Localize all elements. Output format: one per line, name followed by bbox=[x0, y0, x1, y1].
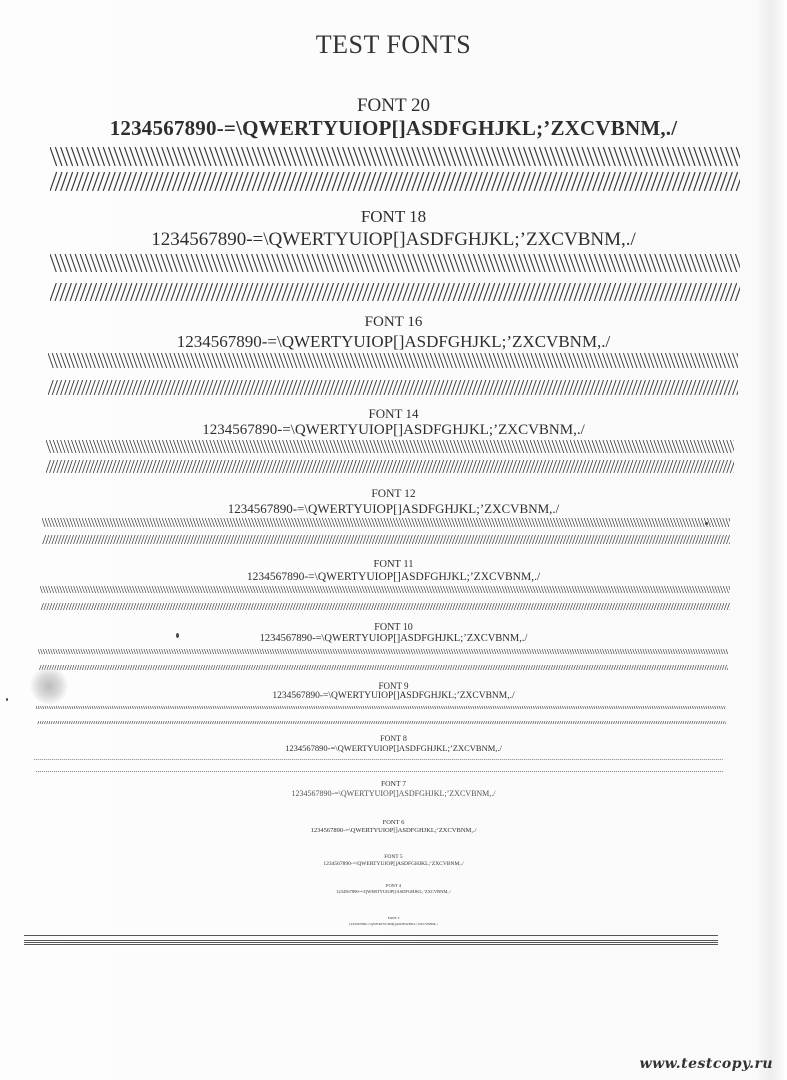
font-size-heading: FONT 3 bbox=[387, 916, 400, 920]
character-sample-line: 1234567890-=\QWERTYUIOP[]ASDFGHJKL;’ZXCVBNM,./ bbox=[310, 827, 477, 834]
slash-pattern-row bbox=[36, 716, 726, 724]
page-title: TEST FONTS bbox=[315, 30, 472, 59]
slash-pattern-row bbox=[46, 460, 734, 473]
font-size-heading: FONT 11 bbox=[373, 559, 414, 570]
backslash-pattern-row bbox=[34, 753, 724, 760]
font-size-heading: FONT 5 bbox=[384, 854, 403, 860]
character-sample-line: 1234567890-=\QWERTYUIOP[]ASDFGHJKL;’ZXCVBNM,./ bbox=[109, 116, 678, 140]
character-sample-line: 1234567890-=\QWERTYUIOP[]ASDFGHJKL;’ZXCVBNM,./ bbox=[259, 633, 528, 644]
character-sample-line: 1234567890-=\QWERTYUIOP[]ASDFGHJKL;’ZXCVBNM,./ bbox=[285, 743, 502, 753]
character-sample-line: 1234567890-=\QWERTYUIOP[]ASDFGHJKL;’ZXCVBNM,./ bbox=[272, 691, 515, 701]
backslash-pattern-row bbox=[46, 440, 734, 453]
backslash-pattern-row bbox=[42, 516, 730, 527]
toner-speck bbox=[705, 522, 708, 525]
font-size-heading: FONT 9 bbox=[378, 681, 409, 691]
backslash-pattern-row bbox=[28, 869, 720, 874]
backslash-pattern-row bbox=[32, 788, 722, 794]
slash-pattern-row bbox=[50, 283, 740, 301]
toner-smudge bbox=[30, 668, 68, 704]
font-size-heading: FONT 6 bbox=[382, 819, 405, 826]
toner-speck bbox=[6, 698, 8, 701]
character-sample-line: 1234567890-=\QWERTYUIOP[]ASDFGHJKL;’ZXCVBNM,./ bbox=[291, 789, 496, 798]
font-size-heading: FONT 12 bbox=[371, 488, 416, 500]
character-sample-line: 1234567890-=\QWERTYUIOP[]ASDFGHJKL;’ZXCVBNM,./ bbox=[336, 889, 451, 894]
backslash-pattern-row bbox=[40, 583, 730, 593]
backslash-pattern-row bbox=[30, 836, 722, 842]
backslash-pattern-row bbox=[50, 147, 740, 166]
toner-speck bbox=[176, 633, 179, 638]
slash-pattern-row bbox=[28, 876, 720, 881]
slash-pattern-row bbox=[50, 172, 740, 191]
backslash-pattern-row bbox=[48, 353, 738, 368]
font-size-heading: FONT 16 bbox=[364, 314, 423, 330]
font-size-heading: FONT 10 bbox=[374, 622, 413, 633]
slash-pattern-row bbox=[40, 600, 730, 610]
backslash-pattern-row bbox=[36, 701, 726, 709]
font-size-heading: FONT 4 bbox=[385, 883, 402, 888]
slash-pattern-row bbox=[32, 800, 722, 806]
backslash-pattern-row bbox=[50, 254, 740, 272]
font-size-heading: FONT 14 bbox=[368, 406, 419, 421]
font-size-heading: FONT 7 bbox=[380, 779, 407, 788]
character-sample-line: 1234567890-=\QWERTYUIOP[]ASDFGHJKL;’ZXCVBNM,./ bbox=[246, 571, 541, 583]
backslash-pattern-row bbox=[26, 895, 720, 901]
slash-pattern-row bbox=[26, 903, 720, 909]
font-size-heading: FONT 8 bbox=[380, 734, 407, 743]
font-size-heading: FONT 18 bbox=[360, 207, 427, 226]
character-sample-line: 1234567890-=\QWERTYUIOP[]ASDFGHJKL;’ZXCVBNM,./ bbox=[202, 422, 585, 438]
character-sample-line: 1234567890-=\QWERTYUIOP[]ASDFGHJKL;’ZXCVBNM,./ bbox=[151, 229, 636, 250]
slash-pattern-row bbox=[42, 533, 730, 544]
character-sample-line: 1234567890-=\QWERTYUIOP[]ASDFGHJKL;’ZXCVBNM,./ bbox=[323, 861, 464, 867]
slash-pattern-row bbox=[34, 765, 724, 772]
slash-pattern-row bbox=[38, 661, 728, 670]
backslash-pattern-row bbox=[38, 645, 728, 654]
character-sample-line: 1234567890-=\QWERTYUIOP[]ASDFGHJKL;’ZXCVBNM,./ bbox=[227, 501, 560, 516]
backslash-pattern-row bbox=[24, 929, 718, 936]
character-sample-line: 1234567890-=\QWERTYUIOP[]ASDFGHJKL;’ZXCVBNM,./ bbox=[348, 922, 439, 926]
watermark: www.testcopy.ru bbox=[639, 1056, 773, 1072]
slash-pattern-row bbox=[24, 938, 718, 945]
slash-pattern-row bbox=[48, 380, 738, 395]
character-sample-line: 1234567890-=\QWERTYUIOP[]ASDFGHJKL;’ZXCVBNM,./ bbox=[176, 332, 611, 351]
slash-pattern-row bbox=[30, 845, 722, 851]
font-size-heading: FONT 20 bbox=[356, 95, 431, 116]
